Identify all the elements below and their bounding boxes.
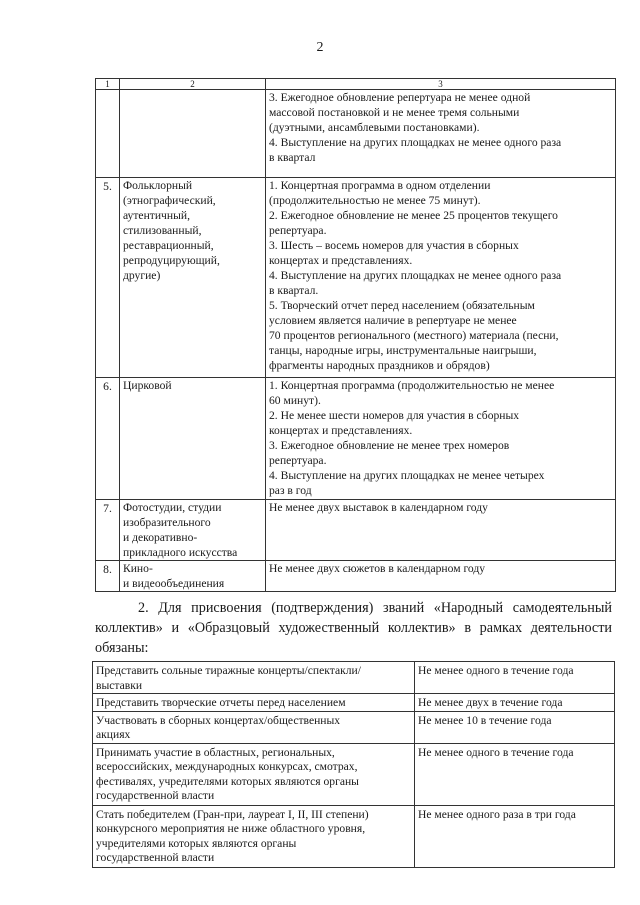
requirement-line: условием является наличие в репертуаре не менее [269, 314, 517, 327]
requirement-line: массовой постановкой и не менее тремя сольными [269, 106, 520, 119]
header-cell: 1 [96, 79, 120, 90]
requirement-line: 1. Концертная программа в одном отделении [269, 179, 491, 192]
table-row [96, 500, 616, 561]
requirement-line: 2. Ежегодное обновление не менее 25 процентов текущего [269, 209, 558, 222]
paragraph-line: обязаны: [95, 640, 149, 656]
collective-type [120, 90, 266, 178]
row-number: 7. [96, 500, 120, 561]
requirement-line: концертах и представлениях. [269, 424, 413, 437]
requirement-line: 1. Концертная программа (продолжительностью не менее [269, 379, 555, 392]
activity-line: Принимать участие в областных, региональных, [96, 745, 335, 759]
activity-line: Представить творческие отчеты перед населением [96, 696, 346, 709]
requirements-cell [266, 178, 616, 378]
activity-line: фестивалях, учредителями которых являются органы [96, 774, 359, 788]
page-number: 2 [316, 40, 324, 55]
activity-line: выставки [96, 678, 143, 692]
table-row [93, 694, 615, 712]
requirement-line: раз в год [269, 484, 312, 497]
table-row [93, 805, 615, 867]
requirements-cell [266, 90, 616, 178]
requirements-cell [266, 378, 616, 500]
type-line: Цирковой [123, 379, 172, 392]
row-number: 5. [96, 178, 120, 378]
activity-line: всероссийских, международных конкурсах, смотрах, [96, 760, 358, 773]
requirement-line: Не менее двух выставок в календарном году [269, 501, 488, 514]
type-line: стилизованный, [123, 224, 202, 237]
table-row [96, 178, 616, 378]
requirement-line: 70 процентов регионального (местного) материала (песни, [269, 329, 559, 342]
collective-type [120, 500, 266, 561]
requirement-line: репертуара. [269, 454, 327, 467]
table-row [96, 561, 616, 592]
header-cell: 3 [266, 79, 616, 90]
activity-line: Участвовать в сборных концертах/общественных [96, 713, 341, 727]
table-row [93, 662, 615, 694]
paragraph-line: 2. Для присвоения (подтверждения) званий «Народный самодеятельный [138, 600, 612, 616]
activity-cell [93, 743, 415, 805]
requirement-line: репертуара. [269, 224, 327, 237]
activity-cell [93, 711, 415, 743]
activity-line: Стать победителем (Гран-при, лауреат I, II, III степени) [96, 807, 369, 821]
requirement-line: Не менее двух сюжетов в календарном году [269, 562, 486, 575]
activity-line: государственной власти [96, 851, 215, 864]
header-cell: 2 [120, 79, 266, 90]
requirement-line: 3. Шесть – восемь номеров для участия в сборных [269, 239, 519, 252]
type-line: другие) [123, 269, 161, 282]
type-line: и декоративно- [123, 531, 198, 544]
frequency-cell: Не менее 10 в течение года [415, 711, 615, 743]
activity-cell [93, 805, 415, 867]
row-number [96, 90, 120, 178]
type-line: прикладного искусства [123, 546, 238, 559]
requirement-line: 4. Выступление на других площадках не менее четырех [269, 469, 545, 482]
requirement-line: в квартал [269, 151, 316, 164]
row-number: 8. [96, 561, 120, 592]
obligations-paragraph [95, 598, 612, 658]
activity-line: конкурсного мероприятия не ниже областного уровня, [96, 822, 366, 835]
requirements-cell [266, 500, 616, 561]
row-number: 6. [96, 378, 120, 500]
requirement-line: 4. Выступление на других площадках не менее одного раза [269, 269, 562, 282]
type-line: аутентичный, [123, 209, 190, 222]
requirement-line: 5. Творческий отчет перед населением (обязательным [269, 299, 535, 312]
type-line: Кино- [123, 562, 153, 575]
requirements-cell [266, 561, 616, 592]
table-row [93, 743, 615, 805]
frequency-cell: Не менее одного в течение года [415, 662, 615, 694]
frequency-cell: Не менее двух в течение года [415, 694, 615, 712]
table-row [96, 90, 616, 178]
requirement-line: (продолжительностью не менее 75 минут). [269, 194, 481, 207]
requirement-line: 3. Ежегодное обновление не менее трех номеров [269, 439, 510, 452]
frequency-cell: Не менее одного в течение года [415, 743, 615, 805]
activity-cell [93, 694, 415, 712]
type-line: Фотостудии, студии [123, 501, 222, 514]
type-line: реставрационный, [123, 239, 214, 252]
requirements-table [95, 78, 616, 592]
requirement-line: в квартал. [269, 284, 319, 297]
paragraph-line: коллектив» и «Образцовый художественный коллектив» в рамках деятельности [95, 620, 612, 636]
activity-cell [93, 662, 415, 694]
requirement-line: концертах и представлениях. [269, 254, 413, 267]
frequency-cell: Не менее одного раза в три года [415, 805, 615, 867]
table-row [93, 711, 615, 743]
requirement-line: фрагменты народных праздников и обрядов) [269, 359, 490, 372]
type-line: (этнографический, [123, 194, 216, 207]
collective-type [120, 561, 266, 592]
type-line: Фольклорный [123, 179, 193, 192]
table-row [96, 378, 616, 500]
activity-line: Представить сольные тиражные концерты/спектакли/ [96, 664, 361, 677]
requirement-line: танцы, народные игры, инструментальные наигрыши, [269, 344, 537, 357]
activity-line: акциях [96, 728, 131, 741]
table-header-row [96, 79, 616, 90]
requirement-line: 60 минут). [269, 394, 321, 407]
obligations-table [92, 661, 615, 868]
requirement-line: 2. Не менее шести номеров для участия в сборных [269, 409, 520, 422]
activity-line: учредителями которых являются органы [96, 836, 297, 850]
requirement-line: 3. Ежегодное обновление репертуара не менее одной [269, 91, 531, 104]
type-line: репродуцирующий, [123, 254, 220, 267]
type-line: и видеообъединения [123, 577, 225, 590]
requirement-line: (дуэтными, ансамблевыми постановками). [269, 121, 480, 134]
requirement-line: 4. Выступление на других площадках не менее одного раза [269, 136, 562, 149]
collective-type [120, 178, 266, 378]
type-line: изобразительного [123, 516, 211, 529]
activity-line: государственной власти [96, 789, 215, 802]
collective-type [120, 378, 266, 500]
